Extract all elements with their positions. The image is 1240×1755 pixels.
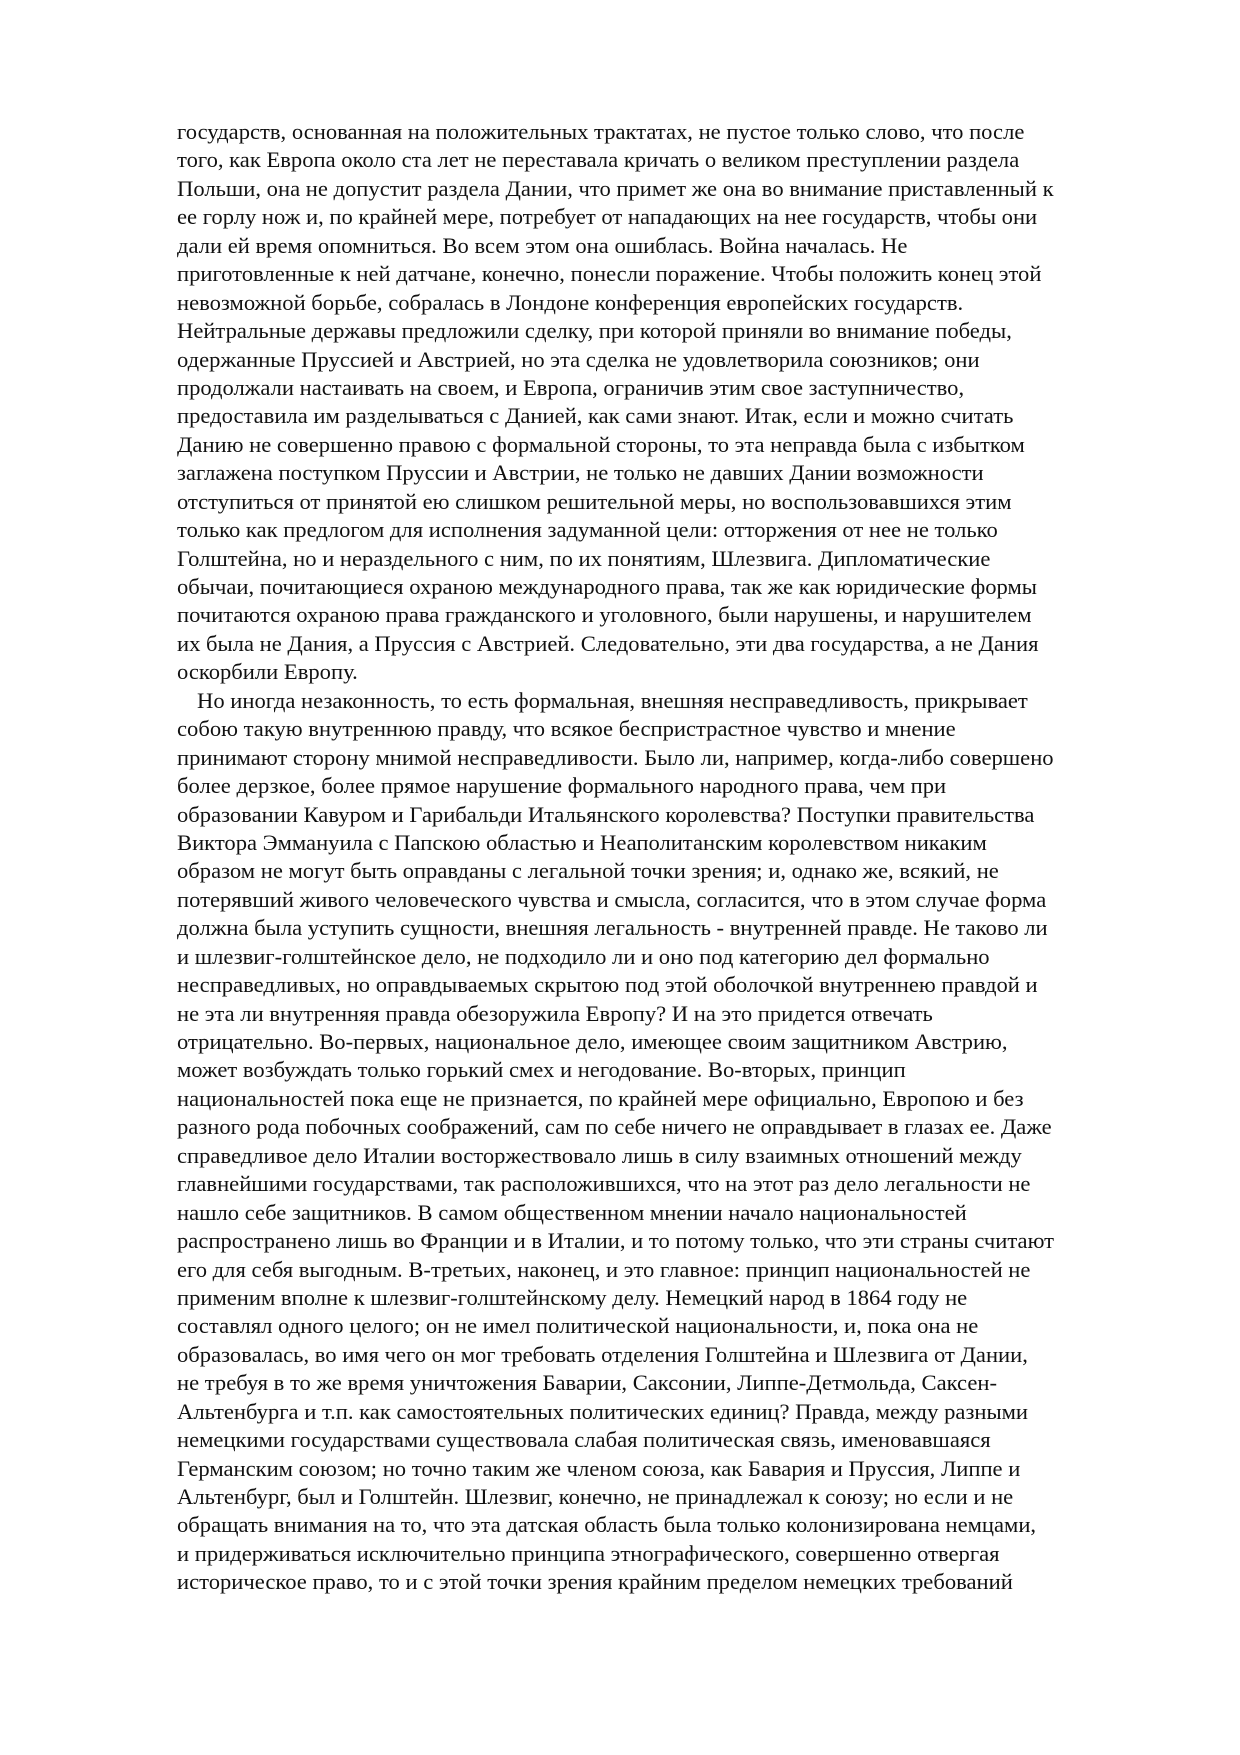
text-line: потерявший живого человеческого чувства и смысла, согласится, что в этом случае форма xyxy=(177,886,1047,912)
text-line: не эта ли внутренняя правда обезоружила Европу? И на это придется отвечать xyxy=(177,1000,933,1026)
text-line: ее горлу нож и, по крайней мере, потребует от нападающих на нее государств, чтобы они xyxy=(177,204,1038,230)
text-line: продолжали настаивать на своем, и Европа, ограничив этим свое заступничество, xyxy=(177,374,965,400)
text-line: главнейшими государствами, так расположившихся, что на этот раз дело легальности не xyxy=(177,1171,1031,1197)
text-line: обращать внимания на то, что эта датская область была только колонизирована немцами, xyxy=(177,1512,1037,1538)
text-line: и шлезвиг-голштейнское дело, не подходило ли и оно под категорию дел формально xyxy=(177,943,990,969)
text-line: Германским союзом; но точно таким же членом союза, как Бавария и Пруссия, Липпе и xyxy=(177,1455,1021,1481)
text-line: может возбуждать только горький смех и негодование. Во-вторых, принцип xyxy=(177,1057,906,1083)
text-line: принимают сторону мнимой несправедливости. Было ли, например, когда-либо совершено xyxy=(177,744,1054,770)
text-line: Виктора Эммануила с Папскою областью и Неаполитанским королевством никаким xyxy=(177,829,987,855)
text-line: более дерзкое, более прямое нарушение формального народного права, чем при xyxy=(177,773,947,799)
text-line: обычаи, почитающиеся охраною международного права, так же как юридические формы xyxy=(177,574,1037,599)
text-line: Нейтральные державы предложили сделку, при которой приняли во внимание победы, xyxy=(177,318,1012,344)
text-line: справедливое дело Италии восторжествовало лишь в силу взаимных отношений между xyxy=(177,1142,1022,1168)
text-line: распространено лишь во Франции и в Италии, и то потому только, что эти страны считают xyxy=(177,1228,1055,1254)
text-line: дали ей время опомниться. Во всем этом она ошиблась. Война началась. Не xyxy=(177,232,908,258)
text-line: оскорбили Европу. xyxy=(177,659,358,685)
text-line: образом не могут быть оправданы с легальной точки зрения; и, однако же, всякий, не xyxy=(177,858,999,884)
text-line: почитаются охраною права гражданского и уголовного, были нарушены, и нарушителем xyxy=(177,602,1032,628)
text-line: его для себя выгодным. В-третьих, наконец, и это главное: принцип национальностей не xyxy=(177,1256,1031,1282)
text-line: приготовленные к ней датчане, конечно, понесли поражение. Чтобы положить конец этой xyxy=(177,261,1042,287)
text-line: нашло себе защитников. В самом общественном мнении начало национальностей xyxy=(177,1199,967,1225)
text-line: Альтенбург, был и Голштейн. Шлезвиг, конечно, не принадлежал к союзу; но если и не xyxy=(177,1484,1014,1509)
text-line: национальностей пока еще не признается, по крайней мере официально, Европою и без xyxy=(177,1085,1024,1111)
text-line: образовании Кавуром и Гарибальди Итальянского королевства? Поступки правительства xyxy=(177,801,1035,827)
text-line: Данию не совершенно правою с формальной стороны, то эта неправда была с избытком xyxy=(177,431,1025,457)
text-line: Альтенбурга и т.п. как самостоятельных политических единиц? Правда, между разными xyxy=(177,1398,1029,1424)
text-line: только как предлогом для исполнения задуманной цели: отторжения от нее не только xyxy=(177,517,998,543)
paragraph-start-line: Но иногда незаконность, то есть формальная, внешняя несправедливость, прикрывает xyxy=(197,687,1028,713)
text-line: того, как Европа около ста лет не переставала кричать о великом преступлении раздела xyxy=(177,147,1020,173)
document-text xyxy=(177,118,1137,1597)
text-line: применим вполне к шлезвиг-голштейнскому делу. Немецкий народ в 1864 году не xyxy=(177,1284,968,1310)
text-line: не требуя в то же время уничтожения Баварии, Саксонии, Липпе-Детмольда, Саксен- xyxy=(177,1370,998,1396)
text-line: немецкими государствами существовала слабая политическая связь, именовавшаяся xyxy=(177,1427,991,1453)
text-line: их была не Дания, а Пруссия с Австрией. Следовательно, эти два государства, а не Дания xyxy=(177,630,1039,656)
text-line: и придерживаться исключительно принципа этнографического, совершенно отвергая xyxy=(177,1540,1000,1566)
text-line: составлял одного целого; он не имел политической национальности, и, пока она не xyxy=(177,1313,979,1339)
text-line: предоставила им разделываться с Данией, как сами знают. Итак, если и можно считать xyxy=(177,403,1014,429)
text-line: собою такую внутреннюю правду, что всякое беспристрастное чувство и мнение xyxy=(177,716,956,742)
text-line: одержанные Пруссией и Австрией, но эта сделка не удовлетворила союзников; они xyxy=(177,346,980,372)
text-line: образовалась, во имя чего он мог требовать отделения Голштейна и Шлезвига от Дании, xyxy=(177,1341,1028,1367)
text-line: Голштейна, но и нераздельного с ним, по их понятиям, Шлезвига. Дипломатические xyxy=(177,545,991,571)
text-line: государств, основанная на положительных трактатах, не пустое только слово, что после xyxy=(177,119,1025,144)
text-line: Польши, она не допустит раздела Дании, что примет же она во внимание приставленный к xyxy=(177,175,1054,201)
text-line: отступиться от принятой ею слишком решительной меры, но воспользовавшихся этим xyxy=(177,488,1012,514)
text-line: разного рода побочных соображений, сам по себе ничего не оправдывает в глазах ее. Даже xyxy=(177,1114,1052,1140)
text-line: историческое право, то и с этой точки зрения крайним пределом немецких требований xyxy=(177,1569,1013,1595)
text-line: несправедливых, но оправдываемых скрытою под этой оболочкой внутреннею правдой и xyxy=(177,972,1038,998)
text-line: заглажена поступком Пруссии и Австрии, не только не давших Дании возможности xyxy=(177,460,984,486)
text-line: отрицательно. Во-первых, национальное дело, имеющее своим защитником Австрию, xyxy=(177,1029,1008,1054)
text-line: невозможной борьбе, собралась в Лондоне конференция европейских государств. xyxy=(177,289,964,315)
text-line: должна была уступить сущности, внешняя легальность - внутренней правде. Не таково ли xyxy=(177,915,1048,941)
